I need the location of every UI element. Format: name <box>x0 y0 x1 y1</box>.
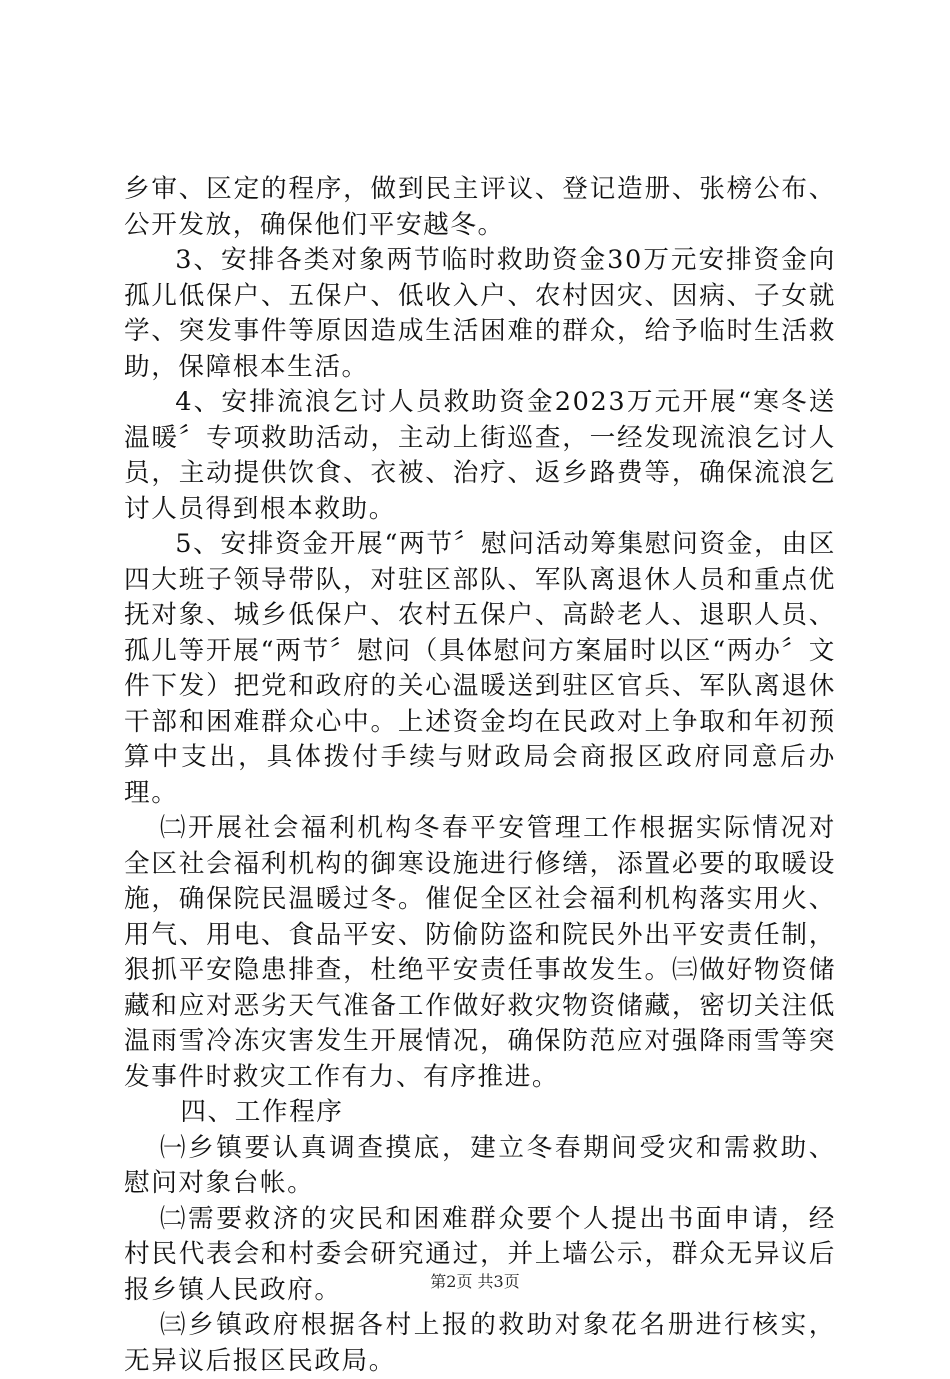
paragraph-item-5: 5、安排资金开展“两节〞慰问活动筹集慰问资金，由区四大班子领导带队，对驻区部队、军队离退休人员和重点优抚对象、城乡低保户、农村五保户、高龄老人、退职人员、孤儿等开展“两节〞慰问（具体慰问方案届时以区“两办〞文件下发）把党和政府的关心温暖送到驻区官兵、军队离退休干部和困难群众心中。上述资金均在民政对上争取和年初预算中支出，具体拨付手续与财政局会商报区政府同意后办理。 <box>124 529 836 808</box>
paragraph-welfare-institutions: ㈡开展社会福利机构冬春平安管理工作根据实际情况对全区社会福利机构的御寒设施进行修缮，添置必要的取暖设施，确保院民温暖过冬。催促全区社会福利机构落实用火、用气、用电、食品平安、防偷防盗和院民外出平安责任制，狠抓平安隐患排查，杜绝平安责任事故发生。㈢做好物资储藏和应对恶劣天气准备工作做好救灾物资储藏，密切关注低温雨雪冷冻灾害发生开展情况，确保防范应对强降雨雪等突发事件时救灾工作有力、有序推进。 <box>124 813 836 1092</box>
paragraph-procedure-2: ㈡需要救济的灾民和困难群众要个人提出书面申请，经村民代表会和村委会研究通过，并上墙公示，群众无异议后报乡镇人民政府。 <box>124 1203 836 1305</box>
page-number-footer: 第2页 共3页 <box>430 1272 520 1291</box>
paragraph-continuation: 乡审、区定的程序，做到民主评议、登记造册、张榜公布、公开发放，确保他们平安越冬。 <box>124 174 836 240</box>
section-heading-work-procedure: 四、工作程序 <box>180 1097 344 1127</box>
document-body <box>124 172 836 1379</box>
paragraph-item-4: 4、安排流浪乞讨人员救助资金2023万元开展“寒冬送温暖〞专项救助活动，主动上街巡查，一经发现流浪乞讨人员，主动提供饮食、衣被、治疗、返乡路费等，确保流浪乞讨人员得到根本救助。 <box>124 387 836 524</box>
paragraph-item-3: 3、安排各类对象两节临时救助资金30万元安排资金向孤儿低保户、五保户、低收入户、农村因灾、因病、子女就学、突发事件等原因造成生活困难的群众，给予临时生活救助，保障根本生活。 <box>124 245 836 382</box>
paragraph-procedure-3: ㈢乡镇政府根据各村上报的救助对象花名册进行核实，无异议后报区民政局。 <box>124 1310 836 1376</box>
paragraph-procedure-1: ㈠乡镇要认真调查摸底，建立冬春期间受灾和需救助、慰问对象台帐。 <box>124 1132 836 1198</box>
